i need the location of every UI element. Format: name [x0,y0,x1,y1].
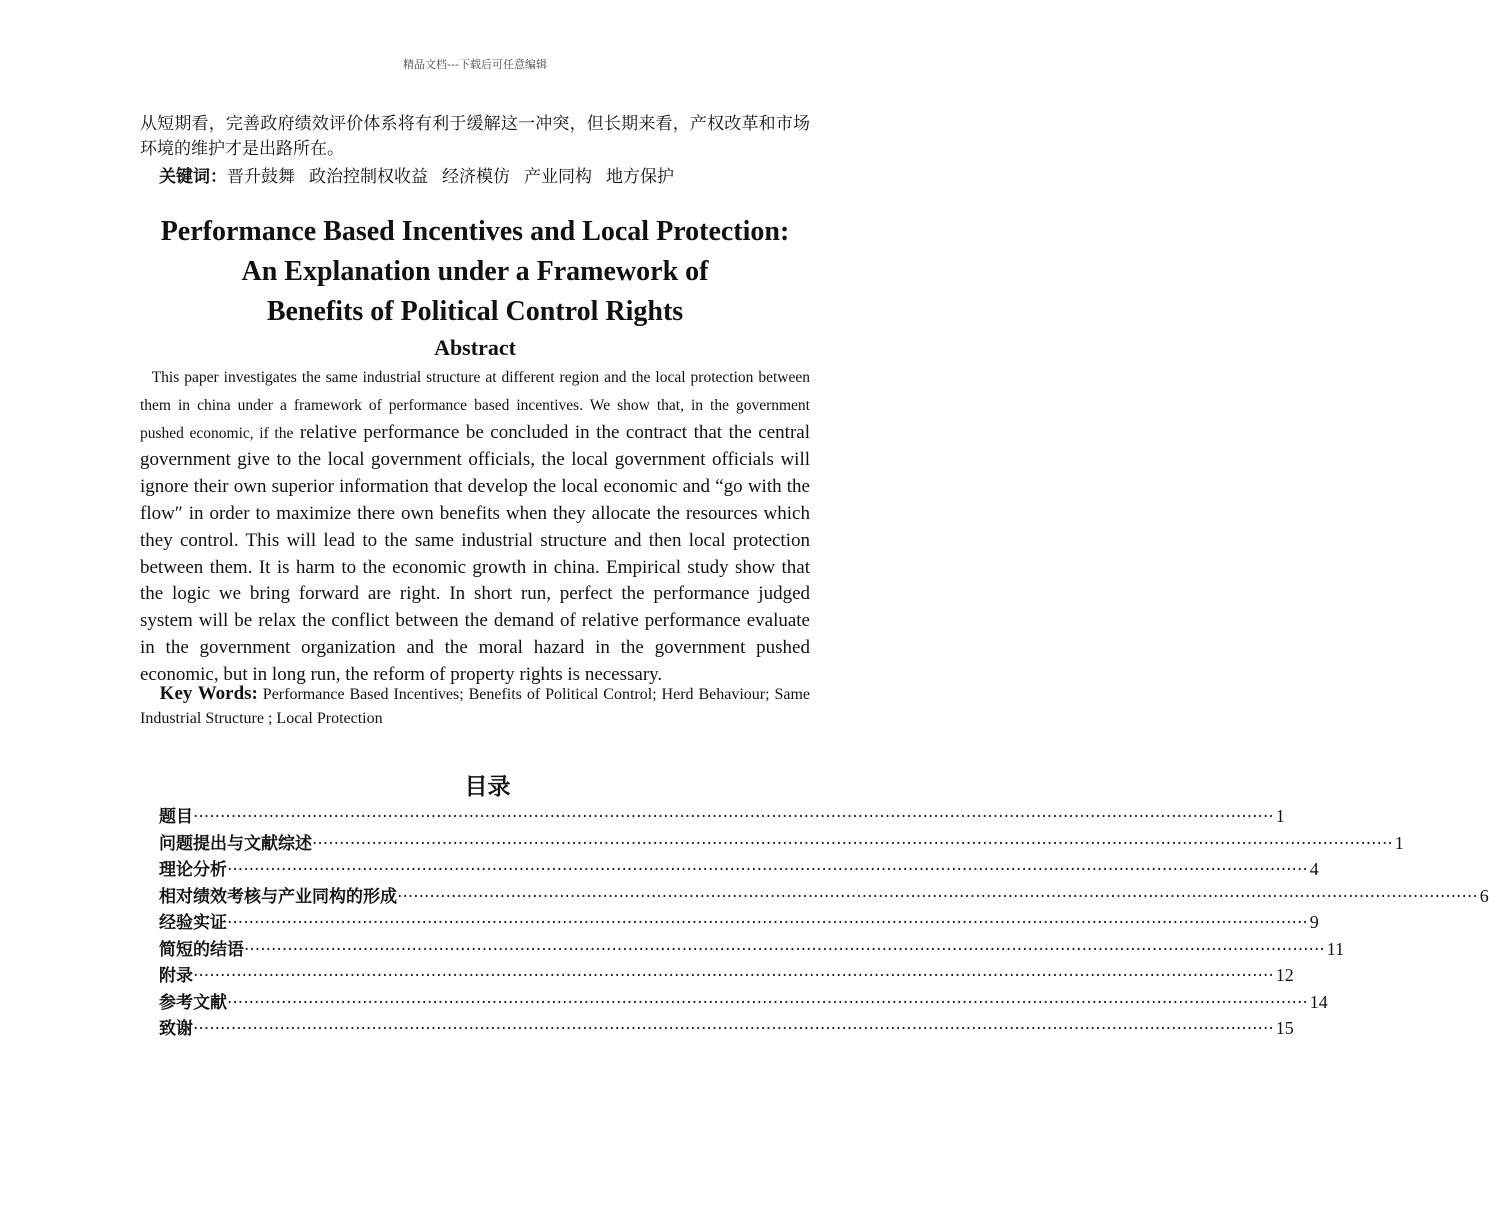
title-line: An Explanation under a Framework of [241,256,709,287]
abstract-paragraph [140,364,810,689]
keyword-zh: 晋升鼓舞 [227,167,295,187]
toc-entry-page: 11 [1326,938,1345,959]
title-line: Performance Based Incentives and Local Protection: [160,216,790,247]
keyword-zh: 经济模仿 [442,167,510,187]
toc-entry[interactable] [159,908,1319,935]
toc-leader: ········································································································································································································ [227,860,1308,880]
keyword-zh: 地方保护 [606,167,674,187]
abstract-text-small: This paper investigates the same industrial structure at different region and the local protection between them in china under a framework of performance based incentives. We show that, in the government pushed economic, if the [140,369,810,442]
table-of-contents [159,802,1489,1041]
keywords-en-text: Performance Based Incentives; Benefits of Political Control; Herd Behaviour; Same Industrial Structure ; Local Protection [140,686,811,727]
toc-entry-label: 相对绩效考核与产业同构的形成 [159,886,397,907]
toc-title: 目录 [464,774,511,800]
toc-entry-label: 问题提出与文献综述 [159,833,312,854]
toc-entry[interactable] [159,1014,1294,1041]
toc-entry[interactable] [159,882,1489,909]
keyword-zh: 产业同构 [524,167,592,187]
abstract-text: relative performance be concluded in the contract that the central government give to the local government officials, the local government officials will ignore their own superior information that develop the local economic and “go with the flow″ in order to maximize there own benefits when they allocate the resources which they control. This will lead to the same industrial structure and then local protection between them. It is harm to the economic growth in china. Empirical study show that the logic we bring forward are right. In short run, perfect the performance judged system will be relax the conflict between the demand of relative performance evaluate in the government organization and the moral hazard in the government pushed economic, but in long run, the reform of property rights is necessary. [140,421,810,685]
toc-entry-label: 参考文献 [159,992,227,1013]
toc-entry-label: 经验实证 [159,913,227,933]
toc-leader: ········································································································································································································ [397,886,1478,907]
toc-entry-page: 1 [1394,832,1404,853]
toc-entry[interactable] [159,935,1345,962]
keywords-en-label: Key Words: [159,683,258,704]
toc-entry-label: 致谢 [159,1019,193,1039]
keywords-en [140,682,810,731]
toc-entry-page: 1 [1275,806,1285,826]
toc-entry-page: 12 [1275,965,1294,985]
toc-entry[interactable] [159,829,1404,856]
toc-entry-label: 附录 [159,966,193,986]
toc-leader: ········································································································································································································ [312,833,1393,854]
page-header: 精品文档---下载后可任意编辑 [403,58,547,71]
toc-entry-label: 简短的结语 [159,939,244,960]
toc-leader: ········································································································································································································ [193,966,1274,986]
keywords-zh-label: 关键词： [159,167,227,187]
paper-title [100,212,850,332]
toc-entry-label: 题目 [159,807,193,827]
toc-entry[interactable] [159,855,1319,882]
toc-entry-page: 14 [1309,991,1328,1012]
toc-entry[interactable] [159,961,1294,988]
toc-leader: ········································································································································································································ [193,1019,1274,1039]
toc-leader: ········································································································································································································ [193,807,1274,827]
title-line: Benefits of Political Control Rights [266,296,684,327]
toc-entry[interactable] [159,988,1328,1015]
toc-leader: ········································································································································································································ [227,992,1308,1013]
toc-entry-page: 15 [1275,1018,1294,1038]
toc-entry-page: 9 [1309,912,1319,932]
toc-leader: ········································································································································································································ [244,939,1325,960]
toc-leader: ········································································································································································································ [227,913,1308,933]
toc-entry-page: 4 [1309,859,1319,879]
keyword-zh: 政治控制权收益 [309,167,428,187]
toc-entry-page: 6 [1479,885,1489,906]
keywords-zh [159,165,819,189]
abstract-heading: Abstract [434,335,516,360]
intro-paragraph-zh: 从短期看，完善政府绩效评价体系将有利于缓解这一冲突，但长期来看，产权改革和市场环境的维护才是出路所在。 [140,114,810,159]
toc-entry-label: 理论分析 [159,860,227,880]
toc-entry[interactable] [159,802,1285,829]
